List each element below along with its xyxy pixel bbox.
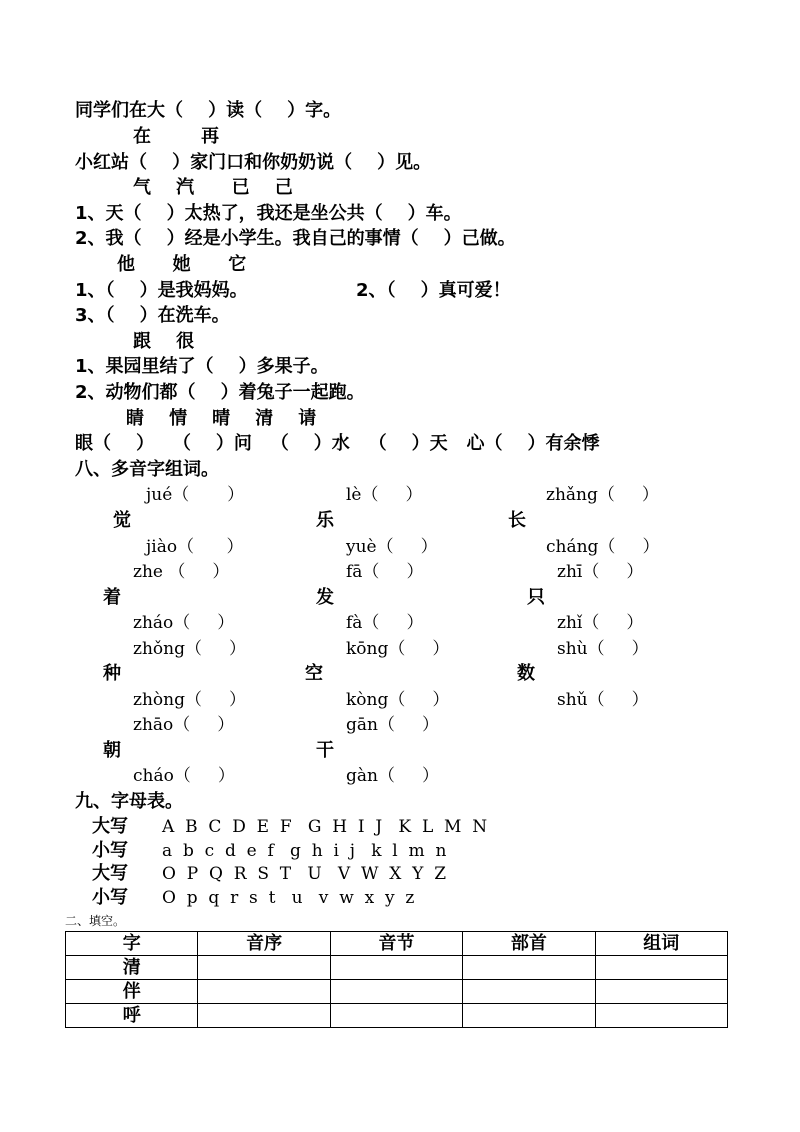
pinyin-zhao1: zhāo（ ） bbox=[133, 715, 235, 735]
pinyin-chao: cháo（ ） bbox=[133, 766, 235, 786]
fill-in-table bbox=[65, 931, 728, 1028]
pinyin-zhong3: zhǒng（ ） bbox=[133, 639, 246, 659]
alphabet-row-label: 小写 bbox=[92, 840, 128, 861]
table-header-row bbox=[66, 932, 728, 956]
sentence-4: 2、我（ ）经是小学生。我自己的事情（ ）己做。 bbox=[75, 228, 516, 249]
answer-cell[interactable] bbox=[595, 956, 727, 980]
pinyin-fa1: fā（ ） bbox=[346, 562, 424, 582]
sentence-6: 3、（ ）在洗车。 bbox=[75, 305, 230, 326]
answer-cell[interactable] bbox=[198, 980, 330, 1004]
alphabet-row-label: 大写 bbox=[92, 863, 128, 884]
char-shu: 数 bbox=[517, 663, 535, 684]
answer-cell[interactable] bbox=[330, 1004, 462, 1028]
alphabet-row-letters: A B C D E F G H I J K L M N bbox=[162, 817, 488, 837]
table-row bbox=[66, 980, 728, 1004]
char-zhong: 种 bbox=[103, 663, 121, 684]
sentence-5b: 2、（ ）真可爱！ bbox=[356, 280, 511, 301]
pinyin-kong4: kòng（ ） bbox=[346, 690, 450, 710]
options-ta: 他 她 它 bbox=[117, 254, 247, 275]
pinyin-chang: cháng（ ） bbox=[546, 537, 660, 557]
sentence-2: 小红站（ ）家门口和你奶奶说（ ）见。 bbox=[75, 152, 432, 173]
char-chang: 长 bbox=[508, 510, 526, 531]
row-char: 伴 bbox=[66, 980, 198, 1004]
pinyin-zhe: zhe （ ） bbox=[133, 562, 230, 582]
char-gan: 干 bbox=[316, 740, 334, 761]
table-row bbox=[66, 956, 728, 980]
pinyin-shu4: shù（ ） bbox=[557, 639, 649, 659]
sentence-7: 1、果园里结了（ ）多果子。 bbox=[75, 356, 329, 377]
table-row bbox=[66, 1004, 728, 1028]
section-2-title: 二、填空。 bbox=[65, 914, 126, 928]
pinyin-shu3: shǔ（ ） bbox=[557, 690, 649, 710]
header-yinjie: 音节 bbox=[330, 932, 462, 956]
answer-cell[interactable] bbox=[463, 956, 595, 980]
pinyin-zhang: zhǎng（ ） bbox=[546, 485, 659, 505]
pinyin-zhi1: zhī（ ） bbox=[557, 562, 644, 582]
sentence-9: 眼（ ） （ ）问 （ ）水 （ ）天 心（ ）有余悸 bbox=[75, 433, 600, 454]
sentence-5a: 1、（ ）是我妈妈。 bbox=[75, 280, 248, 301]
sentence-1: 同学们在大（ ）读（ ）字。 bbox=[75, 100, 342, 121]
pinyin-le: lè（ ） bbox=[346, 485, 423, 505]
alphabet-row-letters: a b c d e f g h i j k l m n bbox=[162, 841, 447, 861]
pinyin-zhong4: zhòng（ ） bbox=[133, 690, 246, 710]
pinyin-jiao: jiào（ ） bbox=[146, 537, 244, 557]
alphabet-row-letters: O P Q R S T U V W X Y Z bbox=[162, 864, 447, 884]
header-yinxu: 音序 bbox=[198, 932, 330, 956]
alphabet-row-letters: O p q r s t u v w x y z bbox=[162, 888, 415, 908]
options-gen-hen: 跟 很 bbox=[133, 331, 195, 352]
char-zhi: 只 bbox=[527, 587, 545, 608]
char-zhe: 着 bbox=[103, 587, 121, 608]
answer-cell[interactable] bbox=[595, 1004, 727, 1028]
char-fa: 发 bbox=[316, 587, 334, 608]
pinyin-jue: jué（ ） bbox=[146, 485, 245, 505]
pinyin-fa4: fà（ ） bbox=[346, 613, 424, 633]
header-bushou: 部首 bbox=[463, 932, 595, 956]
answer-cell[interactable] bbox=[198, 956, 330, 980]
pinyin-zhi3: zhǐ（ ） bbox=[557, 613, 644, 633]
options-zai: 在 再 bbox=[133, 126, 220, 147]
sentence-8: 2、动物们都（ ）着兔子一起跑。 bbox=[75, 382, 365, 403]
char-jue: 觉 bbox=[113, 510, 131, 531]
answer-cell[interactable] bbox=[198, 1004, 330, 1028]
row-char: 清 bbox=[66, 956, 198, 980]
char-le: 乐 bbox=[316, 510, 334, 531]
alphabet-row-label: 大写 bbox=[92, 816, 128, 837]
char-zhao: 朝 bbox=[103, 740, 121, 761]
options-qi-ji: 气 汽 已 己 bbox=[133, 177, 293, 198]
pinyin-kong1: kōng（ ） bbox=[346, 639, 450, 659]
pinyin-gan4: gàn（ ） bbox=[346, 766, 439, 786]
answer-cell[interactable] bbox=[463, 1004, 595, 1028]
options-qing: 睛 情 晴 清 请 bbox=[126, 408, 317, 429]
header-zi: 字 bbox=[66, 932, 198, 956]
answer-cell[interactable] bbox=[330, 980, 462, 1004]
pinyin-zhao2: zháo（ ） bbox=[133, 613, 235, 633]
section-8-title: 八、多音字组词。 bbox=[75, 459, 219, 480]
pinyin-gan1: gān（ ） bbox=[346, 715, 439, 735]
section-9-title: 九、字母表。 bbox=[75, 791, 183, 812]
alphabet-row-label: 小写 bbox=[92, 887, 128, 908]
answer-cell[interactable] bbox=[463, 980, 595, 1004]
row-char: 呼 bbox=[66, 1004, 198, 1028]
answer-cell[interactable] bbox=[330, 956, 462, 980]
answer-cell[interactable] bbox=[595, 980, 727, 1004]
header-zuci: 组词 bbox=[595, 932, 727, 956]
char-kong: 空 bbox=[305, 663, 323, 684]
pinyin-yue: yuè（ ） bbox=[346, 537, 438, 557]
sentence-3: 1、天（ ）太热了，我还是坐公共（ ）车。 bbox=[75, 203, 462, 224]
